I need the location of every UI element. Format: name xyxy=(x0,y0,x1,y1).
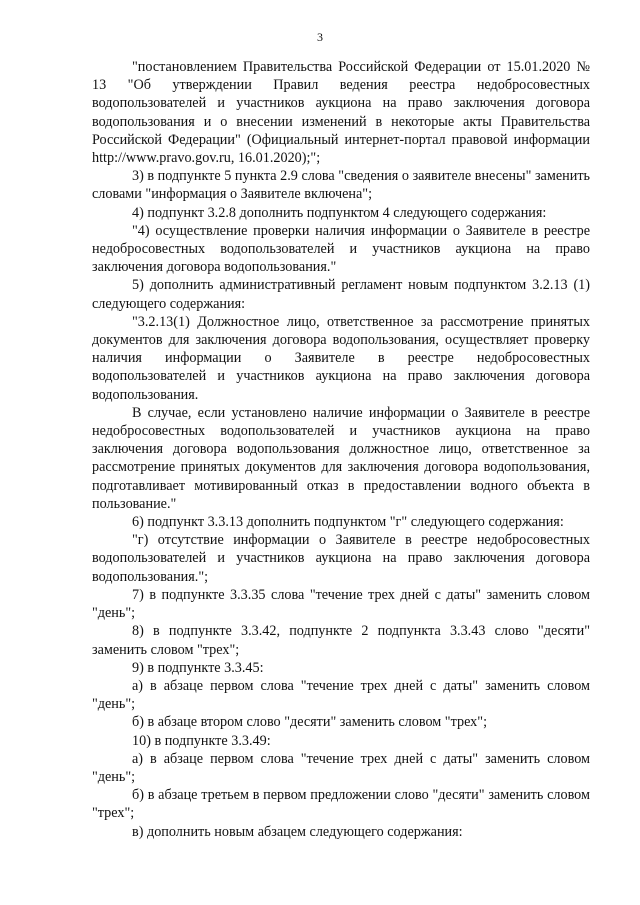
paragraph: 4) подпункт 3.2.8 дополнить подпунктом 4 следующего содержания: xyxy=(132,204,547,221)
paragraph: 10) в подпункте 3.3.49: xyxy=(132,732,271,749)
paragraph: а) в абзаце первом слова "течение трех дней с даты" заменить словом "день"; xyxy=(92,677,590,713)
paragraph: "г) отсутствие информации о Заявителе в реестре недобросовестных водопользователей и участников аукциона на право заключения договора водопользования."; xyxy=(92,532,590,585)
paragraph: 7) в подпункте 3.3.35 слова "течение трех дней с даты" заменить словом "день"; xyxy=(92,586,590,622)
paragraph: 5) дополнить административный регламент новым подпунктом 3.2.13 (1) следующего содержания: xyxy=(92,277,590,312)
document-body xyxy=(92,58,590,841)
paragraph: В случае, если установлено наличие информации о Заявителе в реестре недобросовестных водопользователей и участников аукциона на право заключения договора водопользования должностное лицо, ответственное за рассмотрение принятых документов для заключения договора водопользования, подготавливает мотивированный отказ в предоставлении водного объекта в пользование." xyxy=(92,404,590,512)
paragraph: б) в абзаце третьем в первом предложении слово "десяти" заменить словом "трех"; xyxy=(92,787,590,822)
paragraph: "3.2.13(1) Должностное лицо, ответственное за рассмотрение принятых документов для заключения договора водопользования, осуществляет проверку наличия информации о Заявителе в реестре недобросовестных водопользователей и участников аукциона на право заключения договора водопользования. xyxy=(92,313,590,403)
paragraph: "постановлением Правительства Российской Федерации от 15.01.2020 № 13 "Об утверждении Правил ведения реестра недобросовестных водопользователей и участников аукциона на право заключения договора водопользования и о внесении изменений в некоторые акты Правительства Российской Федерации" (Официальный интернет-портал правовой информации http://www.pravo.gov.ru, 16.01.2020);"; xyxy=(92,59,590,167)
page-number: 3 xyxy=(317,30,323,44)
paragraph: б) в абзаце втором слово "десяти" заменить словом "трех"; xyxy=(132,714,488,731)
paragraph: 6) подпункт 3.3.13 дополнить подпунктом "г" следующего содержания: xyxy=(132,514,564,531)
paragraph: а) в абзаце первом слова "течение трех дней с даты" заменить словом "день"; xyxy=(92,750,590,785)
paragraph: 9) в подпункте 3.3.45: xyxy=(132,659,264,676)
paragraph: в) дополнить новым абзацем следующего содержания: xyxy=(132,823,463,840)
paragraph: 8) в подпункте 3.3.42, подпункте 2 подпункта 3.3.43 слово "десяти" заменить словом "трех"; xyxy=(92,623,590,658)
paragraph: "4) осуществление проверки наличия информации о Заявителе в реестре недобросовестных водопользователей и участников аукциона на право заключения договора водопользования." xyxy=(92,222,590,276)
paragraph: 3) в подпункте 5 пункта 2.9 слова "сведения о заявителе внесены" заменить словами "информация о Заявителе включена"; xyxy=(92,168,590,203)
